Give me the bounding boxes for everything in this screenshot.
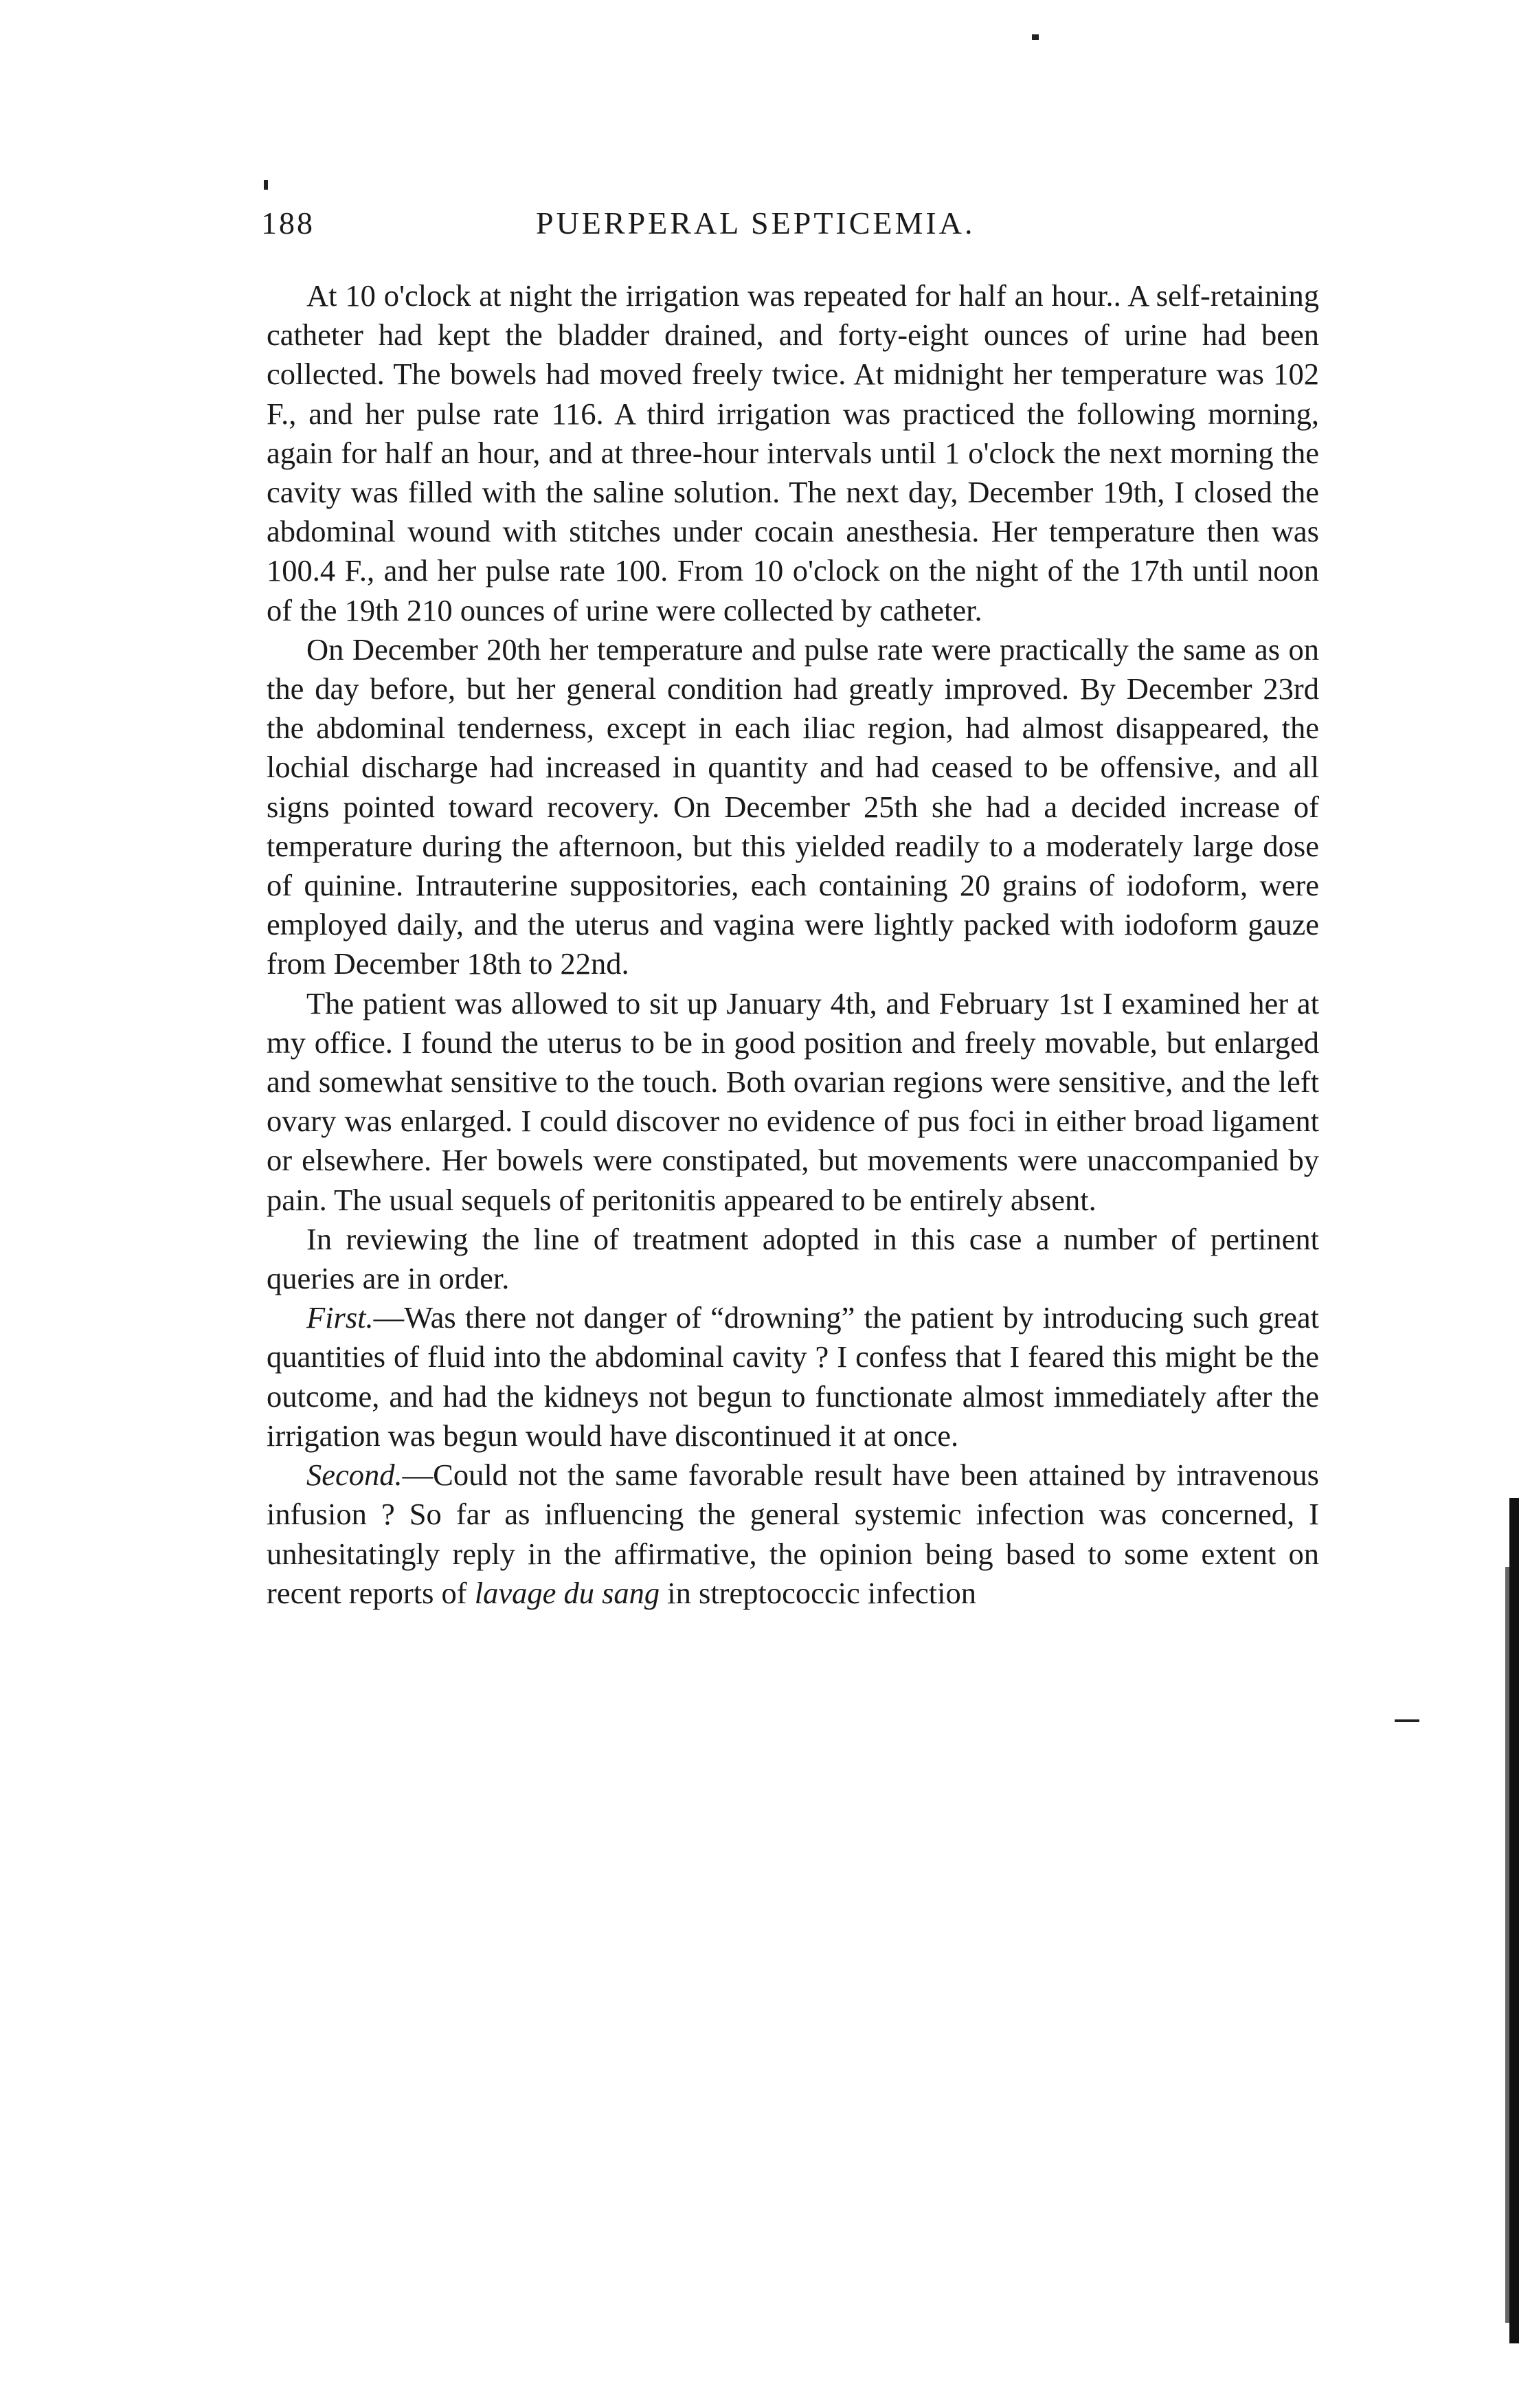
scan-speck-top	[1032, 34, 1039, 40]
paragraph-2: On December 20th her temperature and pulse rate were practically the same as on the day before, but her general condition had greatly improved. By December 23rd the abdominal tenderness, except in each iliac region, had almost disappeared, the lochial discharge had increased in quantity and had ceased to be offensive, and all signs pointed toward recovery. On December 25th she had a decided increase of temperature during the afternoon, but this yielded readily to a moderately large dose of quinine. Intrauterine suppositories, each containing 20 grains of iodoform, were employed daily, and the uterus and vagina were lightly packed with iodoform gauze from December 18th to 22nd.	[267, 632, 1319, 981]
paragraph-5-text: —Was there not danger of “drowning” the patient by introducing such great quantities of fluid into the abdominal cavity ? I confess that I feared this might be the outcome, and had the kidneys not begun to functionate almost immediately after the irrigation was begun would have discontinued it at once.	[267, 1300, 1319, 1453]
paragraph-4: In reviewing the line of treatment adopted in this case a number of pertinent queries are in order.	[267, 1221, 1319, 1296]
paragraph-5-lead: First.	[306, 1300, 374, 1335]
body-text	[267, 276, 1319, 1613]
paragraph-1: At 10 o'clock at night the irrigation was repeated for half an hour.. A self-retaining catheter had kept the bladder drained, and forty-eight ounces of urine had been collected. The bowels had moved freely twice. At midnight her temperature was 102 F., and her pulse rate 116. A third irrigation was practiced the following morning, again for half an hour, and at three-hour intervals until 1 o'clock the next morning the cavity was filled with the saline solution. The next day, December 19th, I closed the abdominal wound with stitches under cocain anesthesia. Her temperature then was 100.4 F., and her pulse rate 100. From 10 o'clock on the night of the 17th until noon of the 19th 210 ounces of urine were collected by catheter.	[267, 278, 1319, 627]
scan-edge-strip	[1509, 1498, 1519, 2343]
paragraph-6-text: —Could not the same favorable result have been attained by intravenous infusion ? So far as influencing the general systemic infection was concerned, I unhesitatingly reply in the affirmative, the opinion being based to some extent on recent reports of	[267, 1458, 1319, 1610]
paragraph-6-tail: in streptococcic infection	[660, 1575, 977, 1610]
paragraph-6-lead: Second.	[306, 1458, 403, 1493]
scan-speck-right	[1395, 1719, 1419, 1722]
paragraph-3: The patient was allowed to sit up January 4th, and February 1st I examined her at my office. I found the uterus to be in good position and freely movable, but enlarged and somewhat sensitive to the touch. Both ovarian regions were sensitive, and the left ovary was enlarged. I could discover no evidence of pus foci in either broad ligament or elsewhere. Her bowels were constipated, but movements were unaccompanied by pain. The usual sequels of peritonitis appeared to be entirely absent.	[267, 985, 1319, 1217]
page-number: 188	[261, 205, 315, 241]
paragraph-6-italic: lavage du sang	[474, 1575, 660, 1610]
page-header	[261, 205, 1333, 246]
scan-speck-left	[264, 180, 268, 190]
paragraph-6	[267, 1456, 1319, 1613]
running-head: PUERPERAL SEPTICEMIA.	[536, 205, 976, 241]
paragraph-5	[267, 1298, 1319, 1456]
